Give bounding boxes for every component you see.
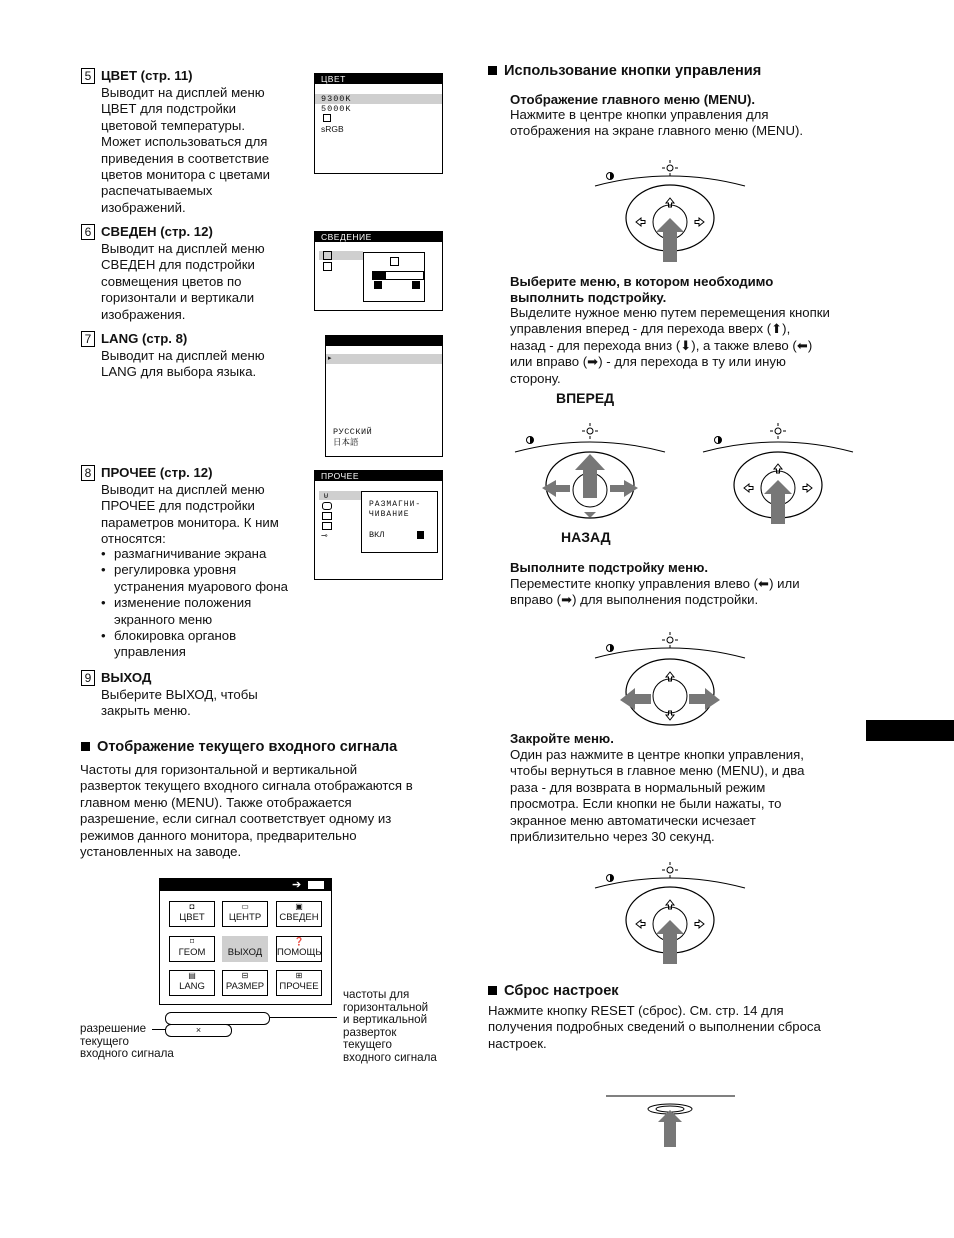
key-lock-icon: ⊸ [321,531,328,540]
reset-button-diagram [604,1092,738,1148]
menu-tile-color[interactable]: ◘ ЦВЕТ [169,901,215,927]
control-back-diagram [698,420,858,528]
signal-heading [81,739,397,755]
item-body-color: Выводит на дисплей меню ЦВЕТ для подстройки цветовой температуры. Может использоваться для приведения в соответствие цветов монитора с цветами распечатываемых изображений. [101,85,271,215]
item-title-convergence: СВЕДЕН (стр. 12) [101,224,213,239]
color-option: 5000K [321,104,352,114]
control-heading-text: Использование кнопки управления [504,63,762,79]
color-option-selected: 9300K [315,94,442,104]
item-body-other: Выводит на дисплей меню ПРОЧЕЕ для подстройки параметров монитора. К ним относятся: [101,482,279,547]
other-bullet-list [101,546,316,661]
color-option: sRGB [321,124,344,134]
step-2-title: Выберите меню, в котором необходимо выполнить подстройку. [510,274,774,306]
minus-icon [374,281,382,289]
menu-tile-size[interactable]: ⊟ РАЗМЕР [222,970,268,996]
control-forward-diagram [510,420,670,525]
reset-heading [488,983,619,999]
signal-heading-text: Отображение текущего входного сигнала [97,739,398,755]
step-1-body: Нажмите в центре кнопки управления для отображения на экране главного меню (MENU). [510,107,804,139]
heading-square-icon [488,986,497,995]
bullet-item: • изменение положения экранного меню [101,595,316,628]
step-3-body: Переместите кнопку управления влево (⬅) или вправо (➡) для выполнения подстройки. [510,576,800,608]
menu-tile-other[interactable]: ⊞ ПРОЧЕЕ [276,970,322,996]
lang-menu-screen [325,335,443,457]
degauss-submenu [361,491,438,553]
item-number-5: 5 [81,68,95,84]
other-menu-screen [314,470,443,580]
frequency-callout-label: частоты для горизонтальной и вертикальной разверток текущего входного сигнала [343,988,437,1064]
bullet-item: • регулировка уровня устранения муарового фона [101,562,316,595]
bullet-item: • блокировка органов управления [101,628,316,661]
signal-body: Частоты для горизонтальной и вертикальной разверток текущего входного сигнала отображаются в главном меню (MENU). Также отображается разрешение, если сигнал соответствует одному из режимов данного монитора, предварительно установленных на заводе. [80,762,413,860]
resolution-callout-label: разрешение текущего входного сигнала [80,1022,174,1061]
convergence-mode-icon [390,257,399,266]
convergence-menu-title: СВЕДЕНИЕ [315,232,442,242]
lang-option: РУССКИЙ [333,427,373,437]
convergence-adjust-box [363,252,425,302]
horizontal-convergence-icon [323,251,332,260]
item-title-other: ПРОЧЕЕ (стр. 12) [101,465,213,480]
item-number-9: 9 [81,670,95,686]
lang-row-selected: ▸ [326,354,442,364]
menu-tile-geometry[interactable]: ⌑ ГЕОМ [169,936,215,962]
convergence-menu-screen [314,231,443,311]
degauss-label: РАЗМАГНИ- ЧИВАНИЕ [369,500,422,519]
degauss-value: ВКЛ [369,530,385,540]
lang-menu-titlebar [326,336,442,346]
plus-icon [412,281,420,289]
reset-heading-text: Сброс настроек [504,983,619,999]
user-color-icon [315,114,442,124]
other-menu-title: ПРОЧЕЕ [315,471,442,481]
menu-position-icon [322,522,332,530]
menu-tile-center[interactable]: ▭ ЦЕНТР [222,901,268,927]
menu-position-icon [322,512,332,520]
item-number-7: 7 [81,331,95,347]
moire-icon [322,502,332,510]
item-body-exit: Выберите ВЫХОД, чтобы закрыть меню. [101,687,258,719]
menu-tile-lang[interactable]: ▤ LANG [169,970,215,996]
forward-label: ВПЕРЕД [556,390,615,406]
control-left-right-diagram [590,630,750,730]
color-menu-screen [314,73,443,174]
back-label: НАЗАД [561,529,611,545]
control-close-menu-diagram [590,858,750,970]
control-heading [488,63,761,79]
menu-tile-exit[interactable]: ВЫХОД [222,936,268,962]
step-4-title: Закройте меню. [510,731,614,746]
bullet-item: • размагничивание экрана [101,546,316,562]
main-menu-screen [159,878,332,1005]
control-button-press-diagram [590,158,750,270]
input-indicator [308,881,324,889]
frequency-leader-line [270,1017,337,1018]
section-tab-marker [866,720,954,741]
execute-icon [417,531,424,539]
item-title-color: ЦВЕТ (стр. 11) [101,68,193,83]
item-body-lang: Выводит на дисплей меню LANG для выбора языка. [101,348,265,380]
item-title-lang: LANG (стр. 8) [101,331,188,346]
step-3-title: Выполните подстройку меню. [510,560,709,575]
step-4-body: Один раз нажмите в центре кнопки управления, чтобы вернуться в главное меню (MENU), и два раза - для возврата в нормальный режим просмотра. Если кнопки не были нажаты, то экранное меню автоматически исчезает приблизительно через 30 секунд. [510,747,805,845]
step-1-title: Отображение главного меню (MENU). [510,92,756,107]
menu-tile-convergence[interactable]: ▣ СВЕДЕН [276,901,322,927]
item-body-convergence: Выводит на дисплей меню СВЕДЕН для подстройки совмещения цветов по горизонтали и вертикали изображения. [101,241,265,322]
item-title-exit: ВЫХОД [101,670,152,685]
menu-tile-help[interactable]: ❓ ПОМОЩЬ [276,936,322,962]
main-menu-titlebar [160,879,331,891]
convergence-slider [372,271,424,280]
degauss-icon: ⊍ [323,491,329,500]
vertical-convergence-icon [323,262,332,271]
lang-option: 日本語 [333,437,359,447]
item-number-8: 8 [81,465,95,481]
heading-square-icon [81,742,90,751]
heading-square-icon [488,66,497,75]
reset-body: Нажмите кнопку RESET (сброс). См. стр. 14 для получения подробных сведений о выполнении сброса настроек. [488,1003,821,1051]
item-number-6: 6 [81,224,95,240]
resolution-display-field: × [165,1024,232,1037]
color-menu-title: ЦВЕТ [315,74,442,84]
step-2-body: Выделите нужное меню путем перемещения кнопки управления вперед - для перехода вверх (⬆), назад - для перехода вниз (⬇), а также влево (⬅) или вправо (➡) - для перехода в ту или иную сторону. [510,305,830,386]
input-arrow-icon: ➔ [292,879,302,891]
